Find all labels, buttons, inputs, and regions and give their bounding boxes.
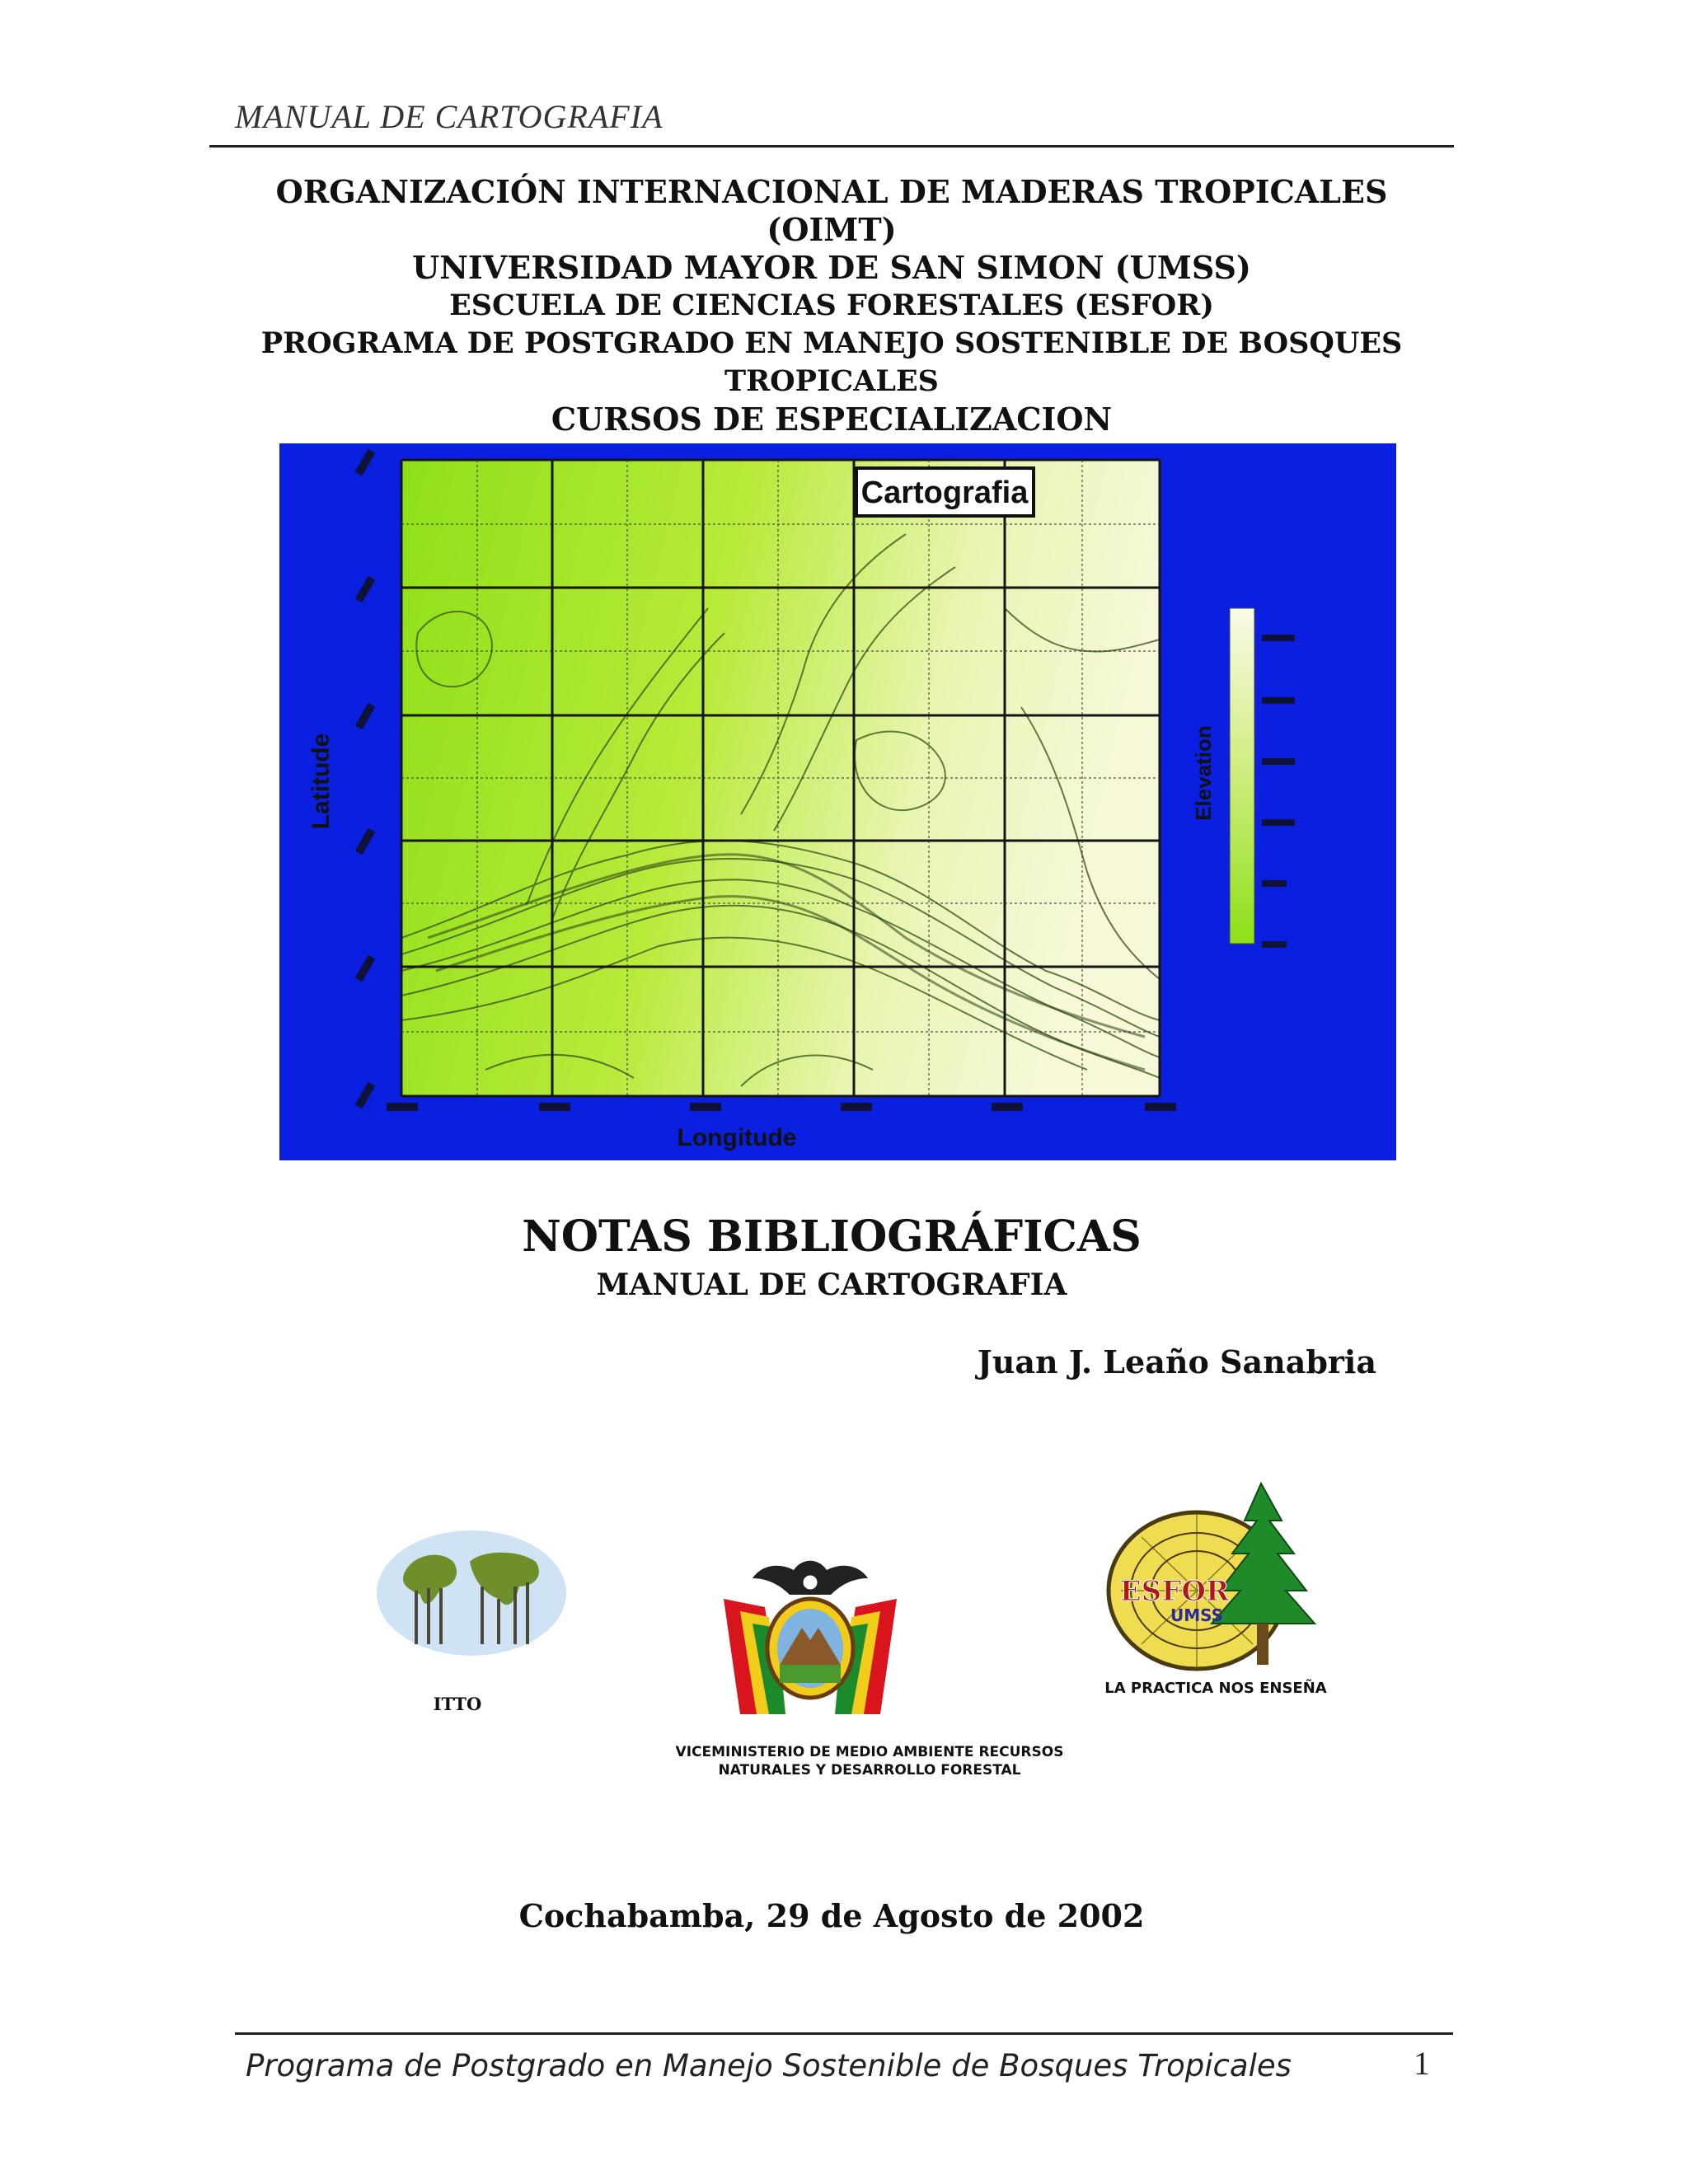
institution-line-umss: UNIVERSIDAD MAYOR DE SAN SIMON (UMSS) <box>412 249 1251 286</box>
footer-text: Programa de Postgrado en Manejo Sostenible de Bosques Tropicales <box>246 2048 1292 2083</box>
map-legend-label: Elevation <box>1191 725 1216 821</box>
notes-subtitle: MANUAL DE CARTOGRAFIA <box>596 1268 1067 1302</box>
itto-logo <box>375 1529 569 1657</box>
institution-line-esfor: ESCUELA DE CIENCIAS FORESTALES (ESFOR) <box>449 288 1214 322</box>
esfor-logo-text: ESFOR <box>1119 1575 1230 1608</box>
map-y-axis-label: Latitude <box>307 733 335 830</box>
cover-map-image <box>279 443 1396 1160</box>
notes-title: NOTAS BIBLIOGRÁFICAS <box>522 1212 1142 1262</box>
running-header: MANUAL DE CARTOGRAFIA <box>235 98 663 135</box>
esfor-umss-logo <box>1104 1479 1339 1673</box>
umss-logo-text: UMSS <box>1170 1605 1224 1625</box>
place-and-date: Cochabamba, 29 de Agosto de 2002 <box>518 1897 1145 1934</box>
institution-line-program: PROGRAMA DE POSTGRADO EN MANEJO SOSTENIBLE DE BOSQUES <box>260 326 1403 360</box>
map-x-axis-label: Longitude <box>677 1124 797 1151</box>
viceministry-label-line2: NATURALES Y DESARROLLO FORESTAL <box>718 1762 1021 1779</box>
institution-line-program-cont: TROPICALES <box>724 364 939 398</box>
itto-label: ITTO <box>433 1694 482 1714</box>
author-name: Juan J. Leaño Sanabria <box>977 1343 1376 1380</box>
map-legend-bar <box>1230 608 1254 944</box>
page-number: 1 <box>1414 2045 1430 2082</box>
institution-line-oimt: ORGANIZACIÓN INTERNACIONAL DE MADERAS TROPICALES (OIMT) <box>275 173 1388 248</box>
institution-line-courses: CURSOS DE ESPECIALIZACION <box>551 401 1113 438</box>
viceministry-label <box>643 1743 1096 1779</box>
esfor-motto: LA PRACTICA NOS ENSEÑA <box>1104 1680 1327 1697</box>
header-rule <box>209 145 1454 148</box>
bolivia-coat-of-arms-logo <box>707 1549 913 1737</box>
viceministry-label-line1: VICEMINISTERIO DE MEDIO AMBIENTE RECURSOS <box>675 1744 1064 1760</box>
footer-rule <box>235 2032 1453 2035</box>
map-title-text: Cartografia <box>860 476 1029 510</box>
institution-block <box>209 173 1454 438</box>
